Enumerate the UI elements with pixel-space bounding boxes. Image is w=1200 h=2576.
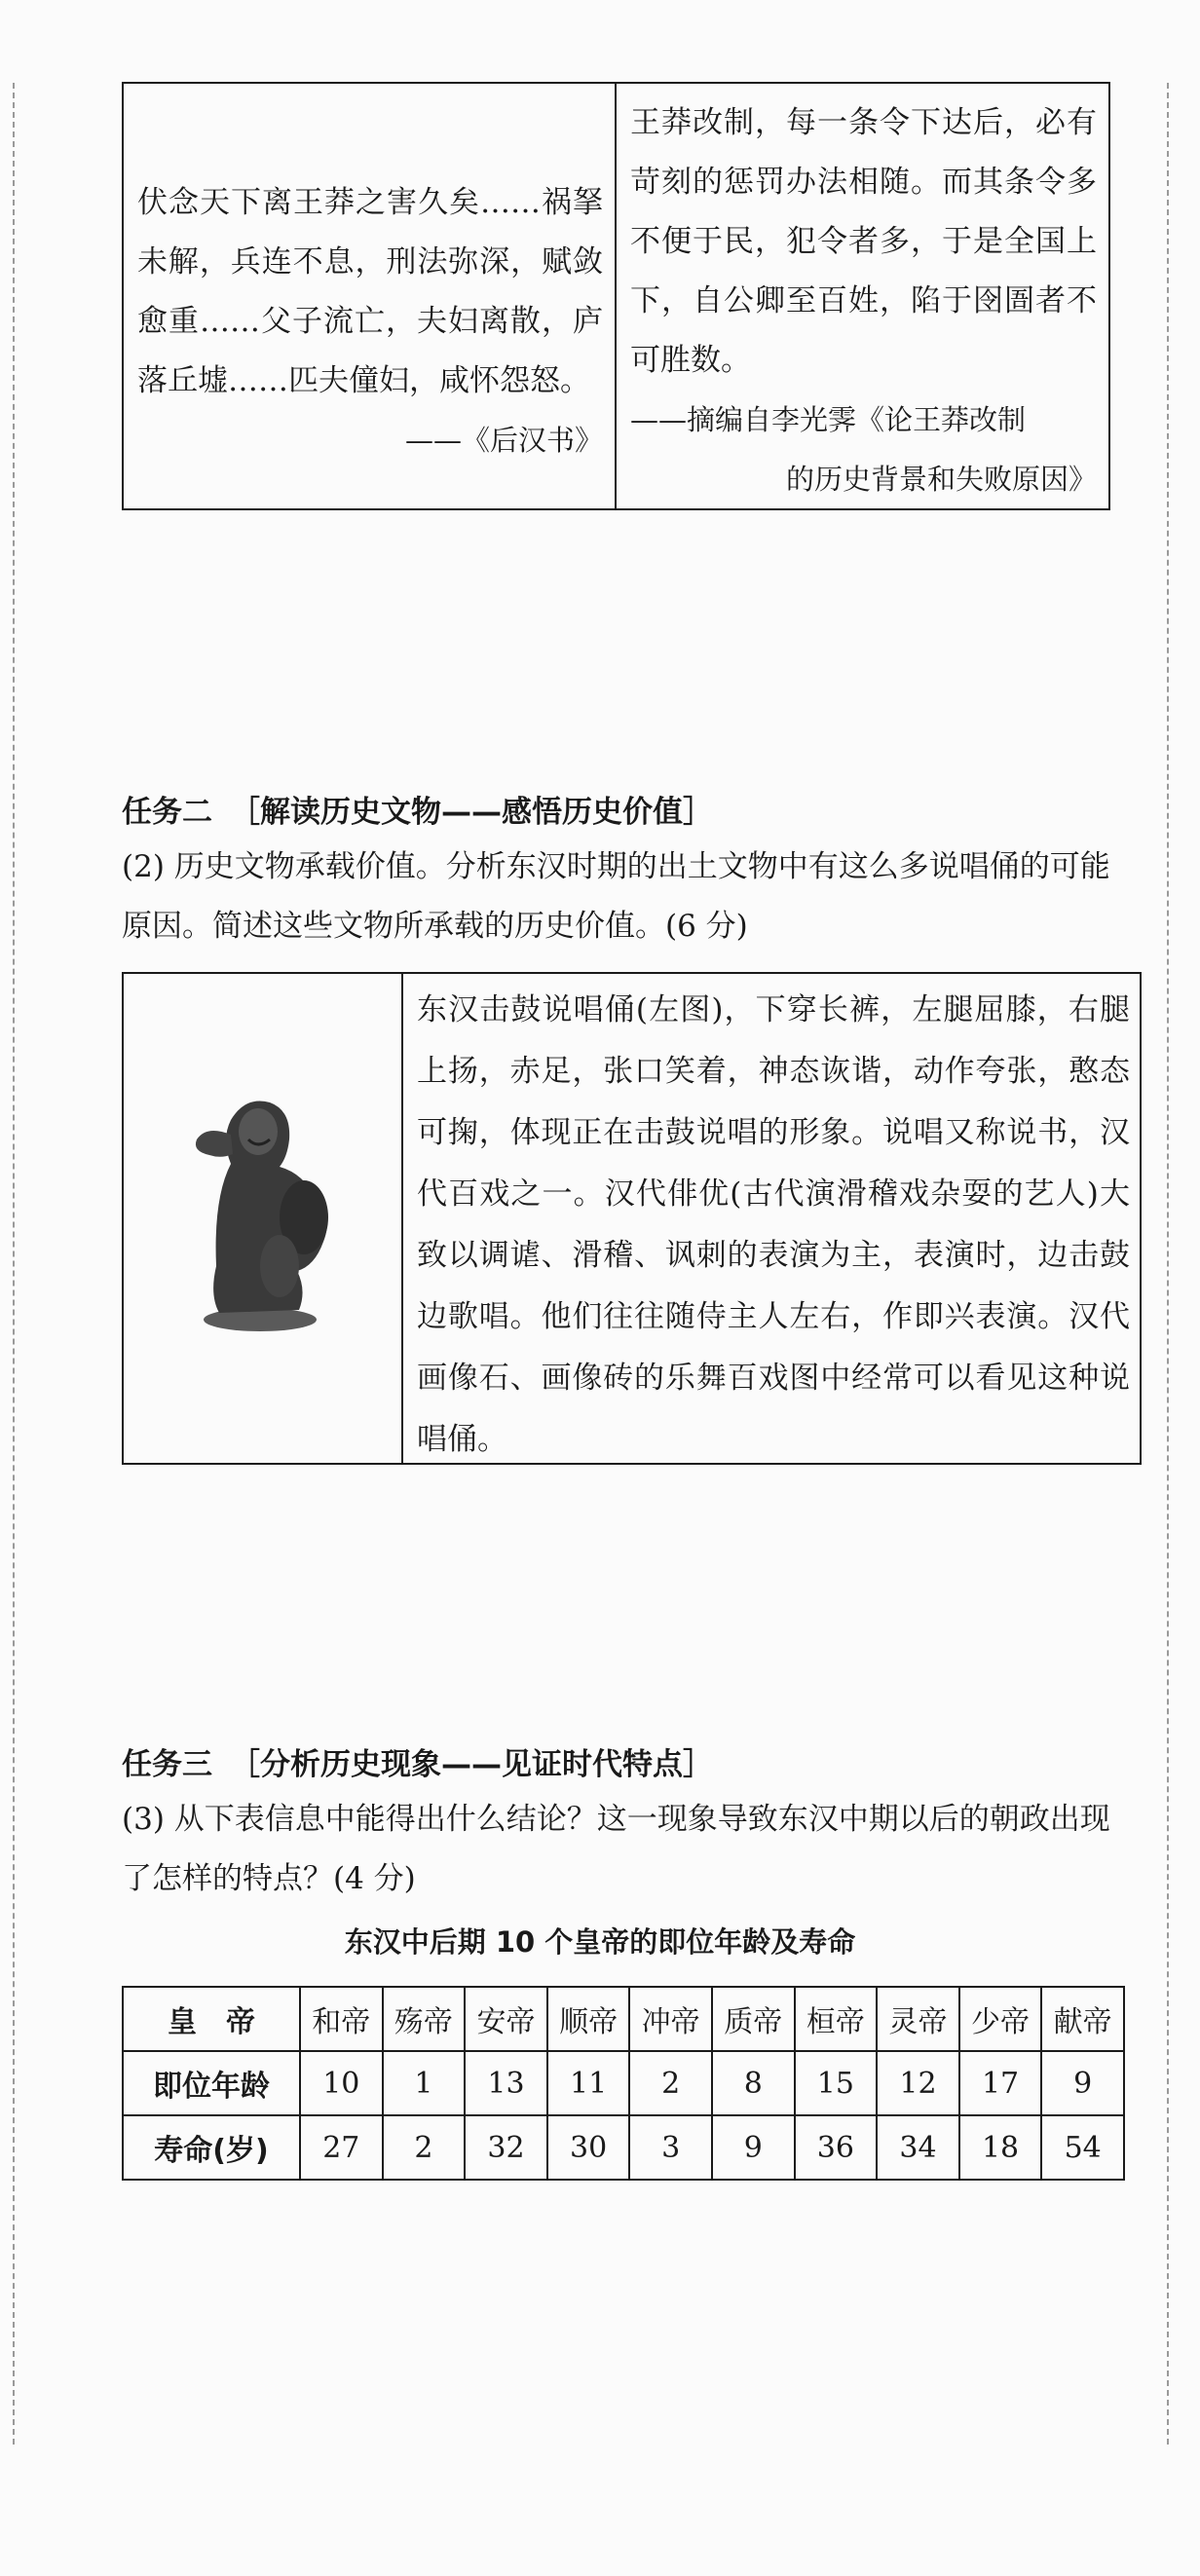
source-left (124, 84, 617, 508)
task2-subtitle: ［解读历史文物——感悟历史价值］ (230, 795, 713, 830)
age-cell: 12 (877, 2051, 959, 2115)
emperor-cell: 质帝 (712, 1987, 795, 2051)
task3-subtitle: ［分析历史现象——见证时代特点］ (230, 1747, 713, 1782)
source-right-text: 王莽改制，每一条令下达后，必有苛刻的惩罚办法相随。而其条令多不便于民，犯令者多，于是全国上下，自公卿至百姓，陷于囹圄者不可胜数。 (630, 105, 1097, 378)
artifact-box (122, 972, 1142, 1465)
emperor-table (122, 1986, 1125, 2181)
emperor-cell: 献帝 (1041, 1987, 1124, 2051)
artifact-image (124, 974, 403, 1463)
table-title: 东汉中后期 10 个皇帝的即位年龄及寿命 (344, 1925, 856, 1959)
lifespan-cell: 54 (1041, 2115, 1124, 2180)
lifespan-cell: 27 (300, 2115, 383, 2180)
lifespan-cell: 2 (383, 2115, 466, 2180)
task3-question: (3) 从下表信息中能得出什么结论？这一现象导致东汉中期以后的朝政出现了怎样的特点？(4 分) (122, 1802, 1110, 1896)
lifespan-cell: 30 (547, 2115, 630, 2180)
source-left-text: 伏念天下离王莽之害久矣……祸拏未解，兵连不息，刑法弥深，赋敛愈重……父子流亡，夫妇离散，庐落丘墟……匹夫僮妇，咸怀怨怒。 (137, 185, 603, 398)
age-cell: 1 (383, 2051, 466, 2115)
source-right-citation-2: 的历史背景和失败原因》 (785, 463, 1097, 496)
lifespan-cell: 3 (629, 2115, 712, 2180)
emperor-cell: 少帝 (959, 1987, 1042, 2051)
table-row-emperors (123, 1987, 1124, 2051)
age-cell: 11 (547, 2051, 630, 2115)
emperor-cell: 殇帝 (383, 1987, 466, 2051)
task2-heading (122, 787, 713, 831)
task2-label: 任务二 (122, 795, 212, 830)
table-row-lifespans (123, 2115, 1124, 2180)
emperor-cell: 桓帝 (795, 1987, 878, 2051)
lifespan-cell: 9 (712, 2115, 795, 2180)
age-cell: 17 (959, 2051, 1042, 2115)
artifact-description: 东汉击鼓说唱俑(左图)，下穿长裤，左腿屈膝，右腿上扬，赤足，张口笑着，神态诙谐，动作夸张，憨态可掬，体现正在击鼓说唱的形象。说唱又称说书，汉代百戏之一。汉代俳优(古代演滑稽戏杂耍的艺人)大致以调谑、滑稽、讽刺的表演为主，表演时，边击鼓边歌唱。他们往往随侍主人左右，作即兴表演。汉代画像石、画像砖的乐舞百戏图中经常可以看见这种说唱俑。 (417, 992, 1130, 1457)
task3-heading (122, 1739, 713, 1783)
table-row-ages (123, 2051, 1124, 2115)
right-margin-line (1167, 83, 1169, 2445)
emperor-cell: 安帝 (465, 1987, 547, 2051)
lifespan-cell: 36 (795, 2115, 878, 2180)
header-age: 即位年龄 (123, 2051, 300, 2115)
age-cell: 2 (629, 2051, 712, 2115)
emperor-cell: 和帝 (300, 1987, 383, 2051)
age-cell: 10 (300, 2051, 383, 2115)
task2-question: (2) 历史文物承载价值。分析东汉时期的出土文物中有这么多说唱俑的可能原因。简述这些文物所承载的历史价值。(6 分) (122, 849, 1110, 944)
lifespan-cell: 18 (959, 2115, 1042, 2180)
header-lifespan: 寿命(岁) (123, 2115, 300, 2180)
age-cell: 15 (795, 2051, 878, 2115)
age-cell: 8 (712, 2051, 795, 2115)
source-right-citation-1: ——摘编自李光霁《论王莽改制 (630, 403, 1027, 436)
header-emperor: 皇 帝 (123, 1987, 300, 2051)
age-cell: 9 (1041, 2051, 1124, 2115)
lifespan-cell: 32 (465, 2115, 547, 2180)
source-right (617, 84, 1108, 508)
lifespan-cell: 34 (877, 2115, 959, 2180)
age-cell: 13 (465, 2051, 547, 2115)
source-table (122, 82, 1110, 510)
emperor-cell: 冲帝 (629, 1987, 712, 2051)
storyteller-figurine-image (124, 974, 401, 1463)
emperor-cell: 灵帝 (877, 1987, 959, 2051)
task3-label: 任务三 (122, 1747, 212, 1782)
source-left-citation: ——《后汉书》 (404, 424, 603, 457)
emperor-cell: 顺帝 (547, 1987, 630, 2051)
left-margin-line (13, 83, 15, 2445)
